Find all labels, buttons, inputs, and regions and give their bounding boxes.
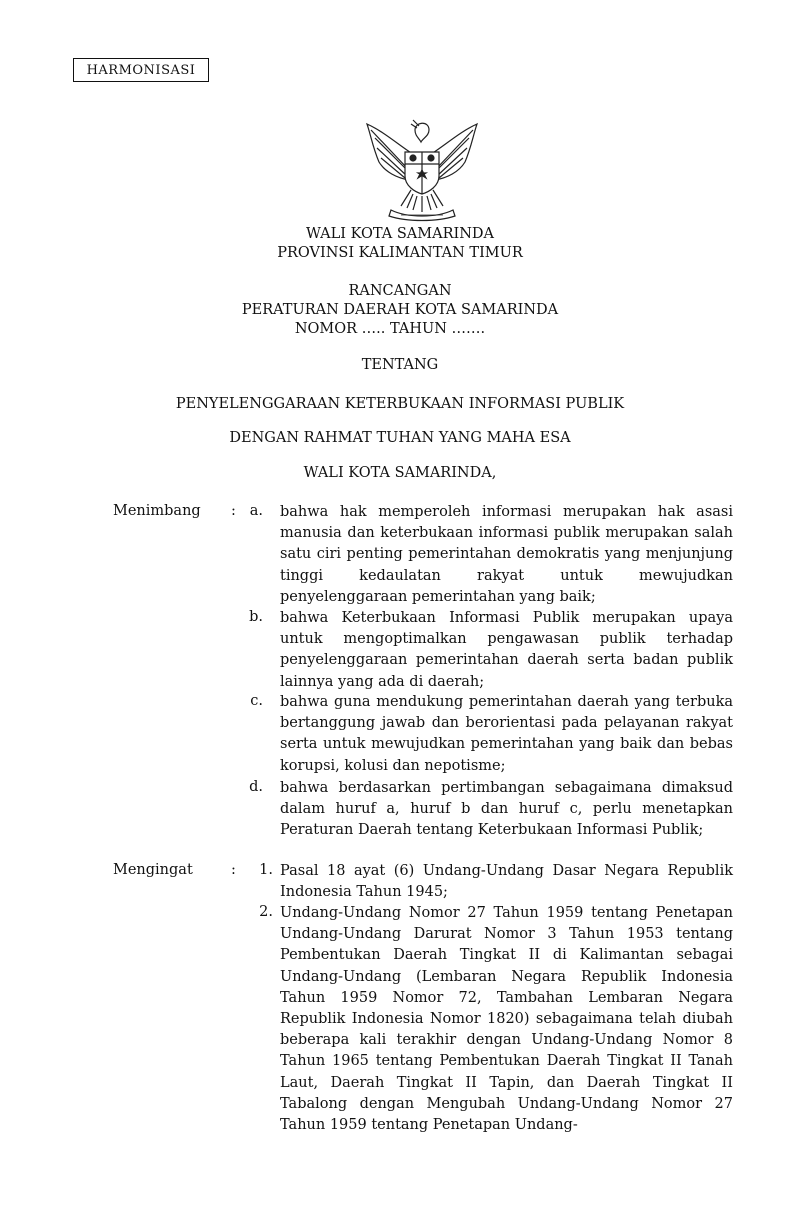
header-line-2: PROVINSI KALIMANTAN TIMUR [277,245,523,261]
menimbang-mark-b: b. [249,609,263,625]
mengingat-colon: : [231,862,236,878]
wali-line: WALI KOTA SAMARINDA, [303,465,497,481]
menimbang-item-c: bahwa guna mendukung pemerintahan daerah yang terbuka bertanggung jawab dan berorientasi pada pelayanan rakyat serta untuk mewujudkan pemerintahan yang baik dan bebas korupsi, kolusi dan nepotisme; [280,694,733,774]
menimbang-label: Menimbang [113,503,201,519]
subject-title: PENYELENGGARAAN KETERBUKAAN INFORMASI PUBLIK [175,396,625,412]
mengingat-mark-1: 1. [259,862,273,878]
rahmat-line: DENGAN RAHMAT TUHAN YANG MAHA ESA [229,430,571,446]
garuda-emblem-icon [357,118,487,222]
menimbang-mark-c: c. [250,693,263,709]
rancangan-heading: RANCANGAN [348,283,452,299]
mengingat-mark-2: 2. [259,904,273,920]
nomor-line: NOMOR ….. TAHUN ……. [294,321,486,337]
mengingat-item-2: Undang-Undang Nomor 27 Tahun 1959 tentang Penetapan Undang-Undang Darurat Nomor 3 Tahun 1953 tentang Pembentukan Daerah Tingkat II di Kalimantan sebagai Undang-Undang (Lembaran Negara Republik Indonesia Tahun 1959 Nomor 72, Tambahan Lembaran Negara Republik Indonesia Nomor 1820) sebagaimana telah diubah beberapa kali terakhir dengan Undang-Undang Nomor 8 Tahun 1965 tentang Pembentukan Daerah Tingkat II Tanah Laut, Daerah Tingkat II Tapin, dan Daerah Tingkat II Tabalong dengan Mengubah Undang-Undang Nomor 27 Tahun 1959 tentang Penetapan Undang- [280,905,733,1134]
menimbang-item-d: bahwa berdasarkan pertimbangan sebagaimana dimaksud dalam huruf a, huruf b dan huruf c, perlu menetapkan Peraturan Daerah tentang Keterbukaan Informasi Publik; [280,780,733,839]
menimbang-item-a: bahwa hak memperoleh informasi merupakan hak asasi manusia dan keterbukaan informasi publik merupakan salah satu ciri penting pemerintahan demokratis yang menjunjung tinggi kedaulatan rakyat untuk mewujudkan penyelenggaraan pemerintahan yang baik; [280,504,733,605]
perda-heading: PERATURAN DAERAH KOTA SAMARINDA [241,302,559,318]
menimbang-colon: : [231,503,236,519]
menimbang-item-b: bahwa Keterbukaan Informasi Publik merupakan upaya untuk mengoptimalkan pengawasan publik terhadap penyelenggaraan pemerintahan daerah serta badan publik lainnya yang ada di daerah; [280,610,733,690]
mengingat-label: Mengingat [113,862,193,878]
harmonisasi-stamp: HARMONISASI [73,58,209,82]
header-line-1: WALI KOTA SAMARINDA [305,226,495,242]
menimbang-mark-a: a. [249,503,263,519]
mengingat-item-1: Pasal 18 ayat (6) Undang-Undang Dasar Negara Republik Indonesia Tahun 1945; [280,863,733,901]
menimbang-mark-d: d. [249,779,263,795]
tentang-heading: TENTANG [361,357,439,373]
